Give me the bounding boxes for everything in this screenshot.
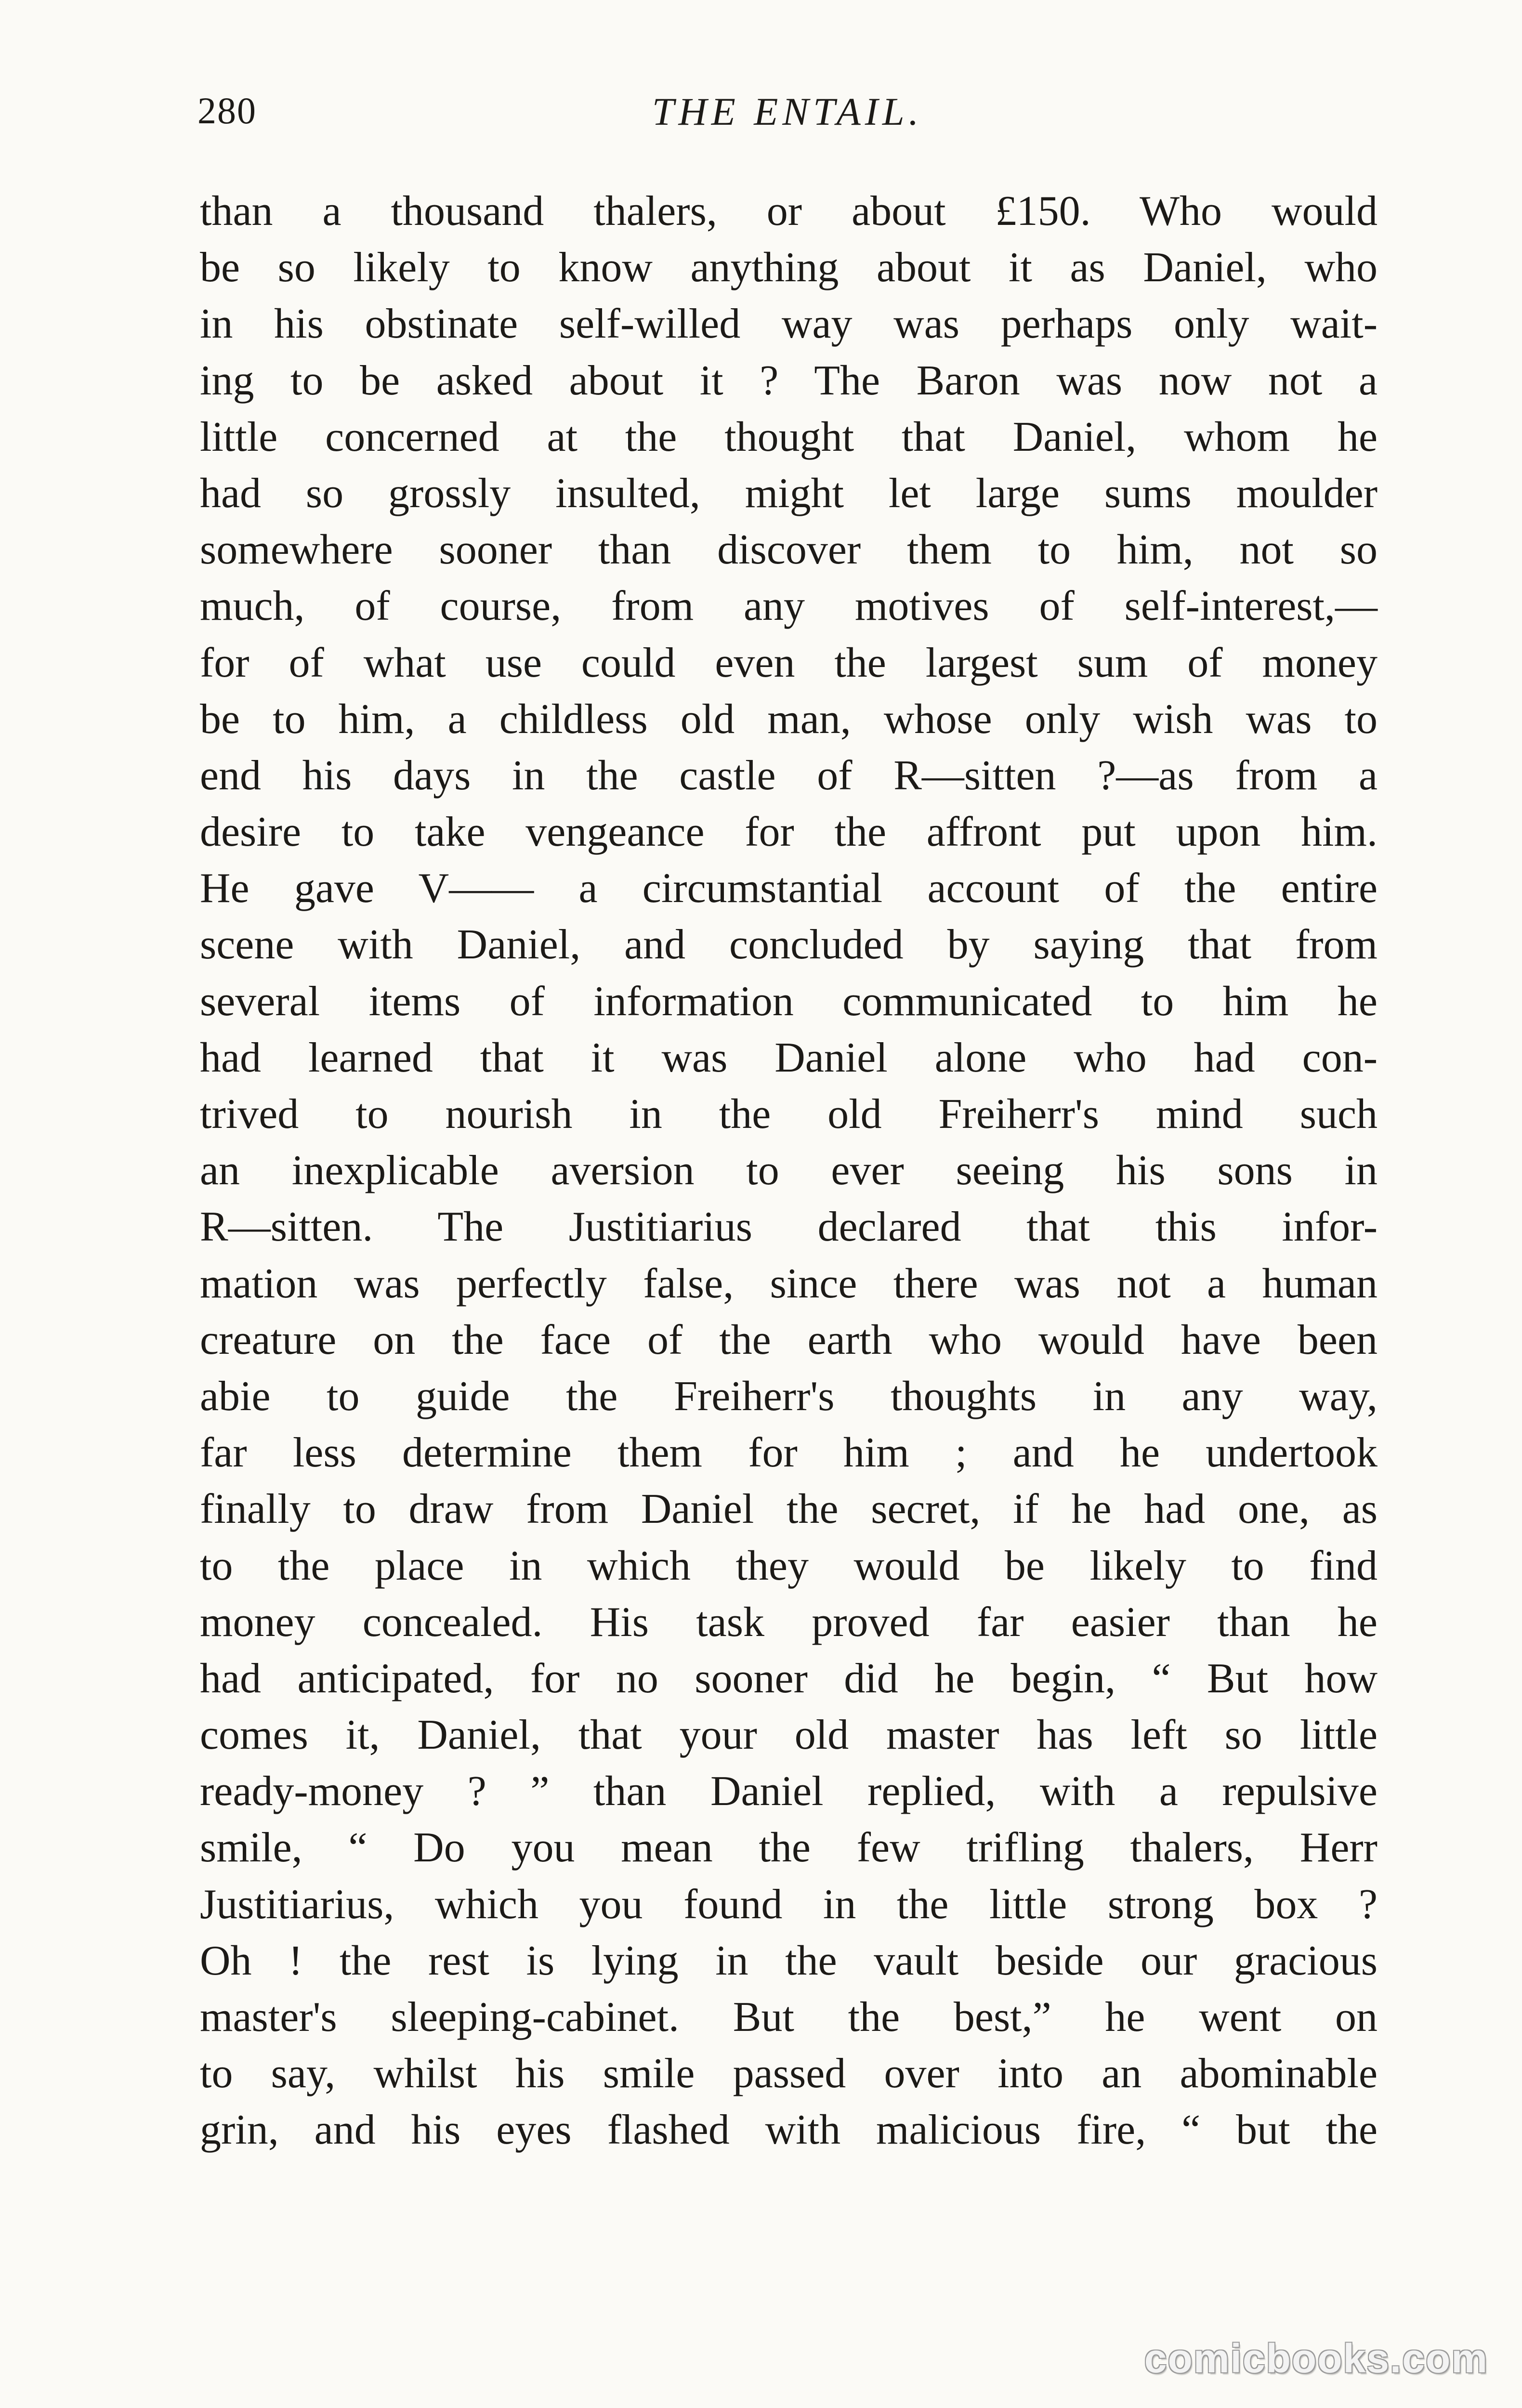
- text-line: desire to take vengeance for the affront put upon him.: [200, 809, 1378, 856]
- text-line: be so likely to know anything about it as Daniel, who: [200, 244, 1378, 291]
- text-line: in his obstinate self-willed way was perhaps only wait-: [200, 301, 1378, 348]
- text-line: much, of course, from any motives of self-interest,—: [200, 583, 1378, 630]
- text-line: scene with Daniel, and concluded by saying that from: [200, 921, 1378, 968]
- text-line: ready-money ? ” than Daniel replied, with a repulsive: [200, 1768, 1378, 1815]
- text-line: master's sleeping-cabinet. But the best,” he went on: [200, 1994, 1378, 2041]
- text-line: trived to nourish in the old Freiherr's mind such: [200, 1091, 1378, 1138]
- text-line: had learned that it was Daniel alone who had con-: [200, 1034, 1378, 1081]
- text-line: to say, whilst his smile passed over into an abominable: [200, 2050, 1378, 2097]
- body-text: [200, 183, 1378, 2159]
- text-line: had so grossly insulted, might let large sums moulder: [200, 470, 1378, 517]
- text-line: far less determine them for him ; and he undertook: [200, 1429, 1378, 1477]
- text-line: had anticipated, for no sooner did he begin, “ But how: [200, 1655, 1378, 1702]
- text-line: comes it, Daniel, that your old master has left so little: [200, 1712, 1378, 1759]
- text-line: be to him, a childless old man, whose only wish was to: [200, 695, 1378, 743]
- text-line: to the place in which they would be likely to find: [200, 1542, 1378, 1589]
- text-line: end his days in the castle of R—sitten ?—as from a: [200, 752, 1378, 799]
- text-line: He gave V—— a circumstantial account of the entire: [200, 865, 1378, 912]
- running-head: [197, 89, 1378, 147]
- text-line: for of what use could even the largest sum of money: [200, 639, 1378, 686]
- text-line: finally to draw from Daniel the secret, if he had one, as: [200, 1486, 1378, 1533]
- running-title: THE ENTAIL.: [652, 90, 923, 133]
- text-line: smile, “ Do you mean the few trifling thalers, Herr: [200, 1824, 1378, 1871]
- text-line: somewhere sooner than discover them to him, not so: [200, 526, 1378, 574]
- text-line: money concealed. His task proved far easier than he: [200, 1598, 1378, 1646]
- text-line: grin, and his eyes flashed with malicious fire, “ but the: [200, 2107, 1378, 2154]
- text-line: creature on the face of the earth who would have been: [200, 1316, 1378, 1363]
- page-number: 280: [197, 90, 257, 131]
- text-line: than a thousand thalers, or about £150. Who would: [200, 188, 1378, 235]
- text-line: an inexplicable aversion to ever seeing his sons in: [200, 1147, 1378, 1194]
- text-line: little concerned at the thought that Daniel, whom he: [200, 413, 1378, 460]
- watermark: comicbooks.com: [1144, 2336, 1488, 2381]
- text-line: Justitiarius, which you found in the little strong box ?: [200, 1881, 1378, 1928]
- text-line: mation was perfectly false, since there was not a human: [200, 1260, 1378, 1307]
- text-line: R—sitten. The Justitiarius declared that this infor-: [200, 1204, 1378, 1251]
- text-line: ing to be asked about it ? The Baron was now not a: [200, 357, 1378, 404]
- text-line: abie to guide the Freiherr's thoughts in any way,: [200, 1373, 1378, 1420]
- text-line: several items of information communicated to him he: [200, 978, 1378, 1025]
- text-line: Oh ! the rest is lying in the vault beside our gracious: [200, 1937, 1378, 1984]
